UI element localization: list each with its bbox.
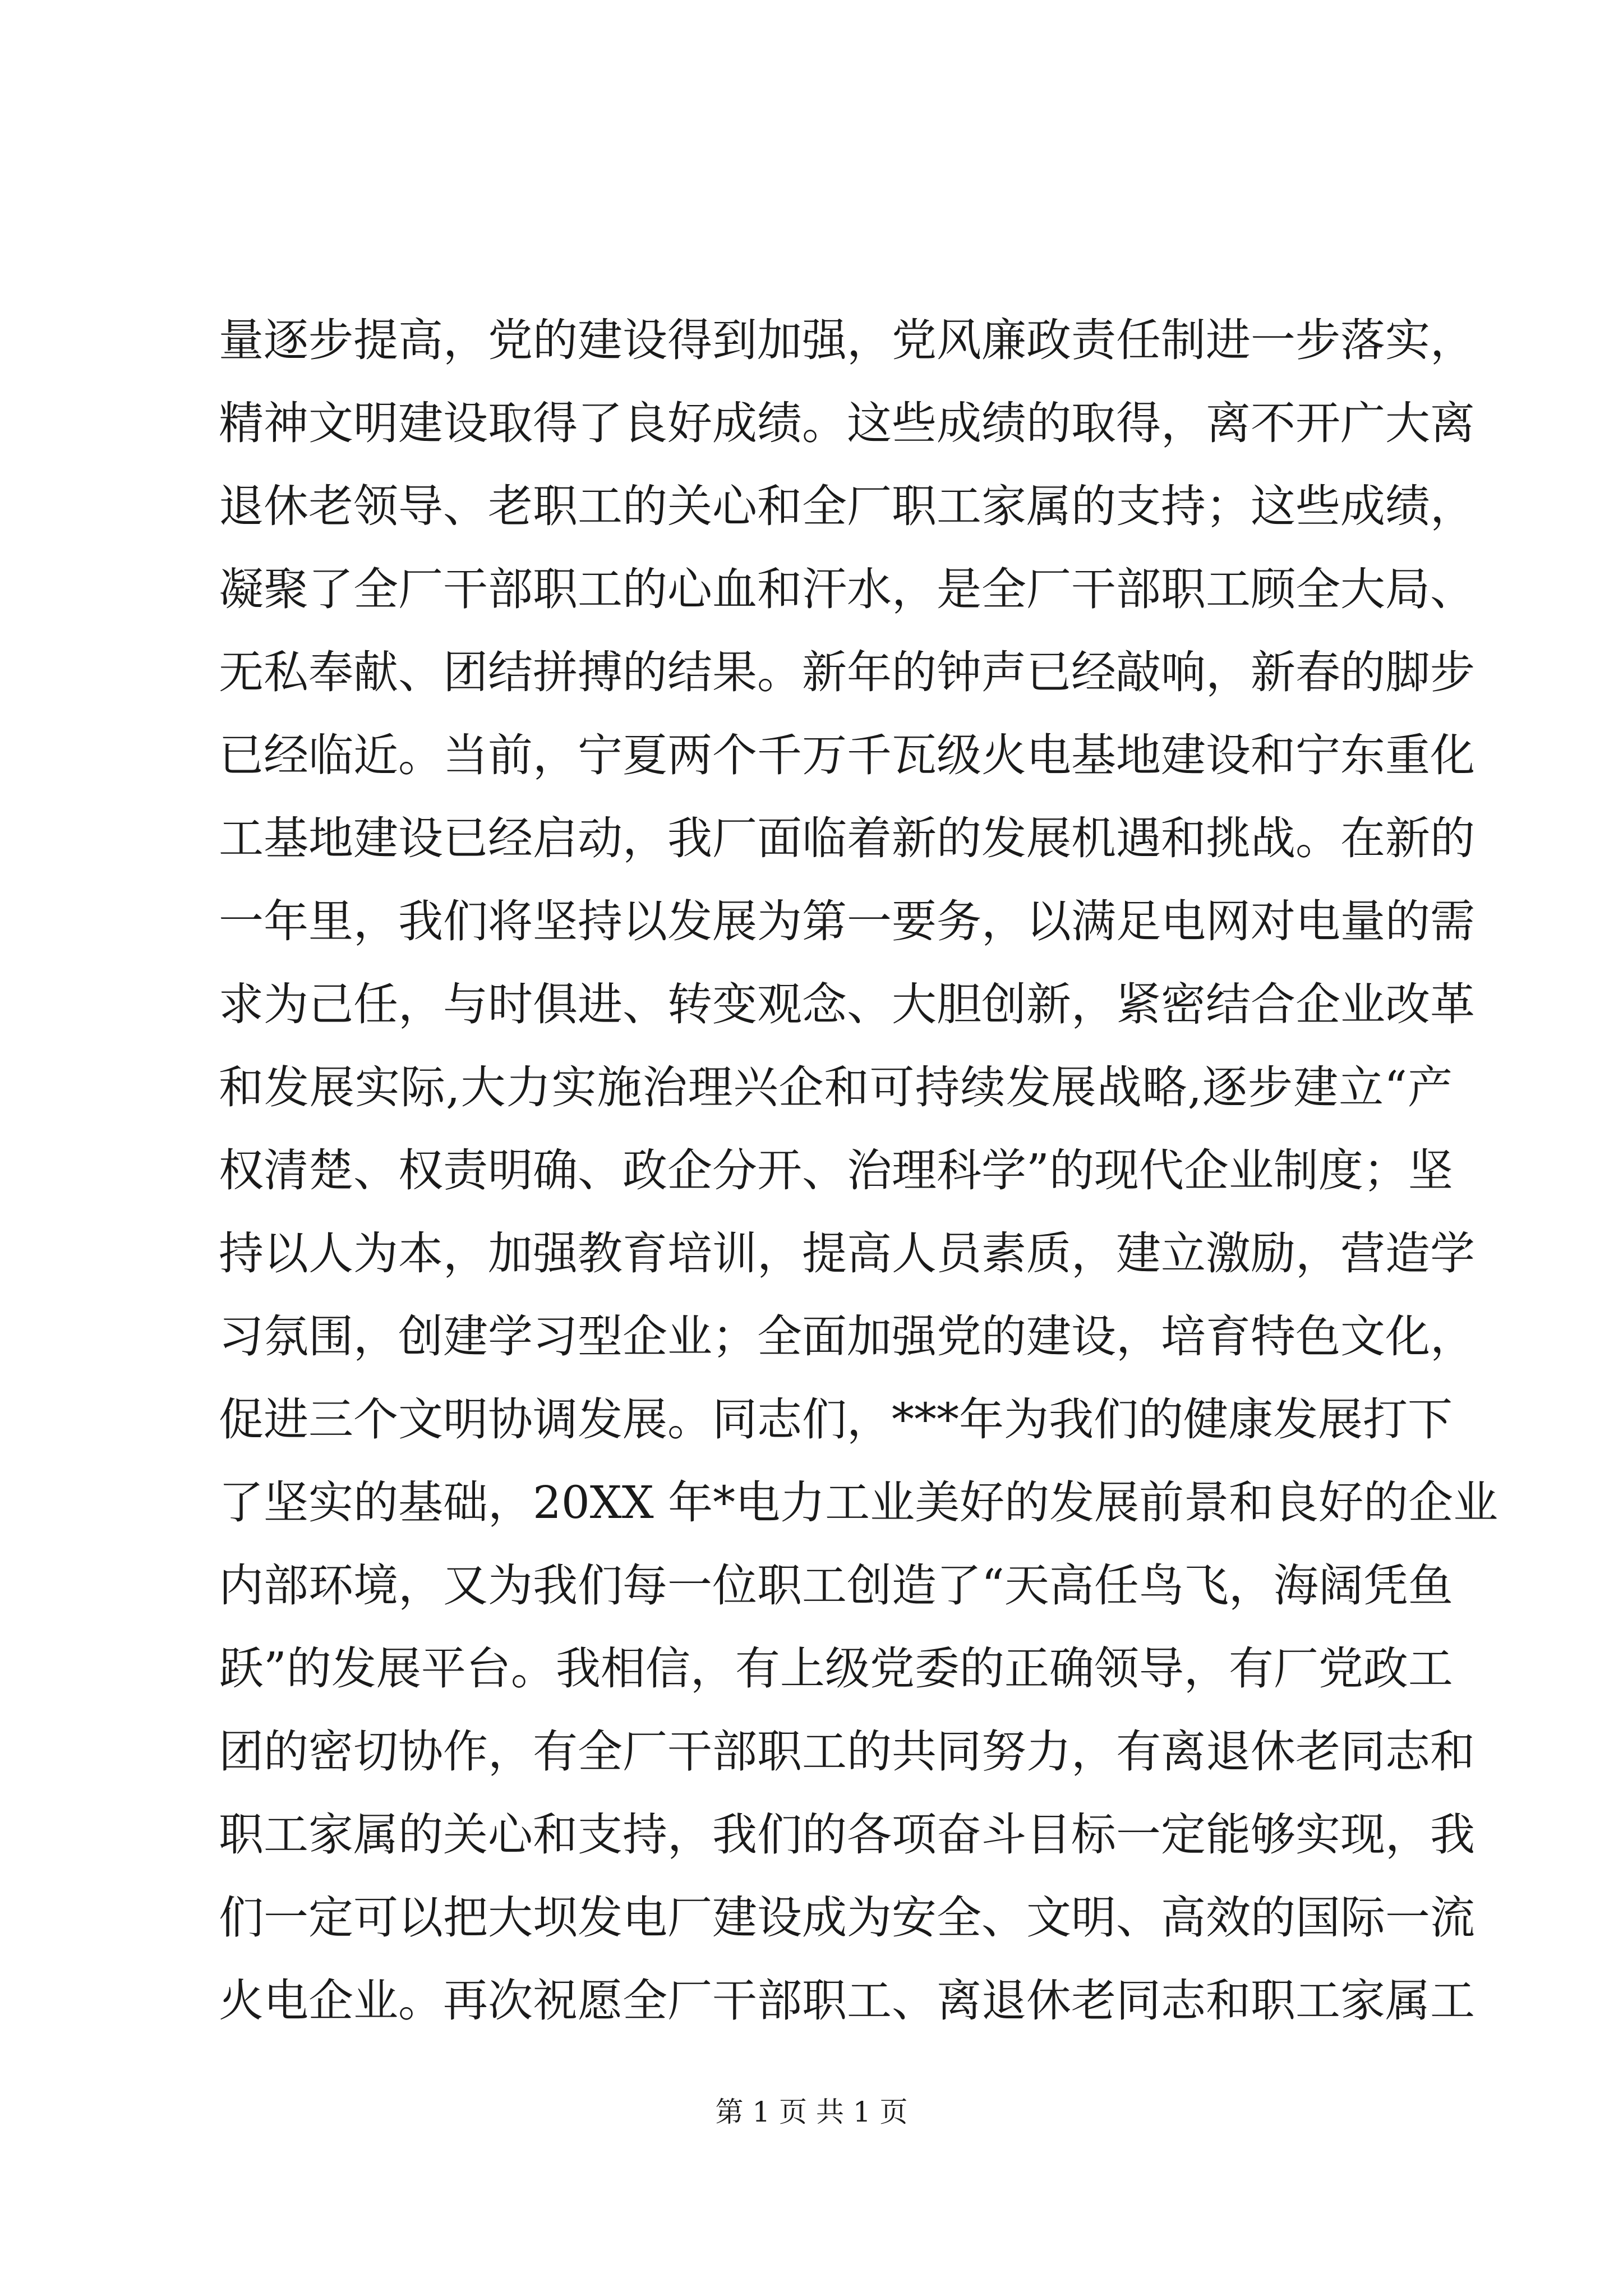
- text-line: 火电企业。再次祝愿全厂干部职工、离退休老同志和职工家属工: [219, 1975, 1475, 2027]
- text-line: 跃”的发展平台。我相信，有上级党委的正确领导，有厂党政工: [219, 1642, 1453, 1695]
- text-line: 无私奉献、团结拼搏的结果。新年的钟声已经敲响，新春的脚步: [219, 646, 1475, 698]
- text-line: 促进三个文明协调发展。同志们，***年为我们的健康发展打下: [219, 1393, 1453, 1446]
- text-line: 凝聚了全厂干部职工的心血和汗水，是全厂干部职工顾全大局、: [219, 563, 1475, 615]
- text-line: 和发展实际,大力实施治理兴企和可持续发展战略,逐步建立“产: [219, 1061, 1453, 1114]
- text-line: 退休老领导、老职工的关心和全厂职工家属的支持；这些成绩，: [219, 480, 1475, 532]
- text-line: 一年里，我们将坚持以发展为第一要务，以满足电网对电量的需: [219, 895, 1475, 947]
- text-line: 们一定可以把大坝发电厂建设成为安全、文明、高效的国际一流: [219, 1892, 1475, 1944]
- text-line: 工基地建设已经启动，我厂面临着新的发展机遇和挑战。在新的: [219, 812, 1475, 864]
- body-text: [219, 299, 1498, 2042]
- text-line: 团的密切协作，有全厂干部职工的共同努力，有离退休老同志和: [219, 1726, 1475, 1778]
- text-line: 习氛围，创建学习型企业；全面加强党的建设，培育特色文化，: [219, 1310, 1475, 1363]
- text-line: 持以人为本，加强教育培训，提高人员素质，建立激励，营造学: [219, 1227, 1475, 1280]
- text-line: 精神文明建设取得了良好成绩。这些成绩的取得，离不开广大离: [219, 397, 1475, 449]
- page-footer: 第 1 页 共 1 页: [715, 2096, 908, 2128]
- text-line: 已经临近。当前，宁夏两个千万千瓦级火电基地建设和宁东重化: [219, 729, 1475, 781]
- text-line: 职工家属的关心和支持，我们的各项奋斗目标一定能够实现，我: [219, 1809, 1475, 1861]
- text-line: 权清楚、权责明确、政企分开、治理科学”的现代企业制度；坚: [219, 1144, 1453, 1197]
- text-line: 量逐步提高，党的建设得到加强，党风廉政责任制进一步落实，: [219, 314, 1475, 366]
- text-line: 内部环境，又为我们每一位职工创造了“天高任鸟飞，海阔凭鱼: [219, 1559, 1453, 1612]
- text-line: 了坚实的基础，20XX 年*电力工业美好的发展前景和良好的企业: [219, 1476, 1498, 1529]
- text-line: 求为己任，与时俱进、转变观念、大胆创新，紧密结合企业改革: [219, 978, 1475, 1030]
